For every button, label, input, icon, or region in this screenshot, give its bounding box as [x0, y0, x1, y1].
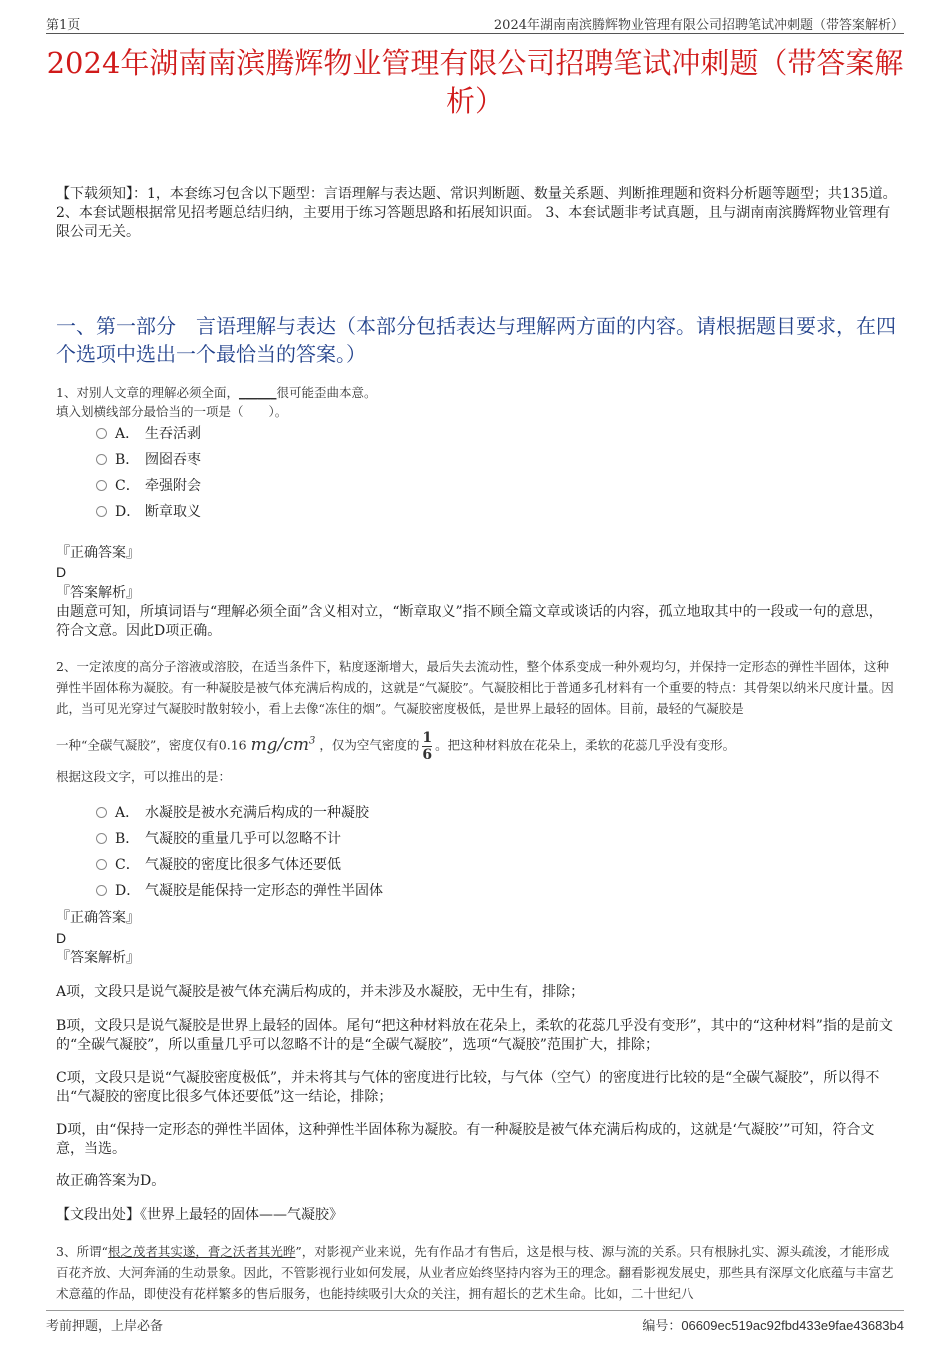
- q1-option-b[interactable]: B． 囫囵吞枣: [96, 450, 201, 470]
- q2-stem-continued: 一种“全碳气凝胶”，密度仅有0.16 $mg/cm^3$ ，仅为空气密度的 $\frac{1}{6}$ 。把这种材料放在花朵上，柔软的花蕊几乎没有变形。: [56, 729, 736, 763]
- q1-answer: D: [56, 564, 67, 580]
- radio-icon[interactable]: [96, 833, 107, 844]
- q2-analysis-d: D项，由“保持一定形态的弹性半固体，这种弹性半固体称为凝胶。有一种凝胶是被气体充满后构成的，这就是‘气凝胶’”可知，符合文意，当选。: [56, 1122, 875, 1157]
- q1-instruction: 填入划横线部分最恰当的一项是（ ）。: [56, 404, 288, 419]
- q1-blank: ______: [238, 385, 277, 400]
- q1-analysis-label: 『答案解析』: [56, 585, 140, 601]
- q1-stem: 1、对别人文章的理解必须全面，______很可能歪曲本意。: [56, 385, 377, 400]
- q2-instruction: 根据这段文字，可以推出的是：: [56, 769, 232, 784]
- q3-stem: 3、所谓“根之茂者其实遂，膏之沃者其光晔”，对影视产业来说，先有作品才有售后，这是根与枝、源与流的关系。只有根脉扎实、源头疏浚，才能形成百花齐放、大河奔涌的生动景象。因此，不管影视行业如何发展，从业者应始终坚持内容为王的理念。翻看影视发展史，那些具有深厚文化底蕴与丰富艺术意蕴的作品，即使没有花样繁多的售后服务，也能持续吸引大众的关注，拥有超长的艺术生命。比如，二十世纪八: [56, 1244, 894, 1301]
- radio-icon[interactable]: [96, 885, 107, 896]
- header-divider: [46, 33, 904, 34]
- radio-icon[interactable]: [96, 807, 107, 818]
- q2-option-c[interactable]: C． 气凝胶的密度比很多气体还要低: [96, 855, 341, 875]
- q3-quote: 根之茂者其实遂，膏之沃者其光晔: [107, 1244, 296, 1259]
- radio-icon[interactable]: [96, 428, 107, 439]
- q2-option-d[interactable]: D． 气凝胶是能保持一定形态的弹性半固体: [96, 881, 383, 901]
- q2-option-b[interactable]: B． 气凝胶的重量几乎可以忽略不计: [96, 829, 341, 849]
- section-heading: 一、第一部分 言语理解与表达（本部分包括表达与理解两方面的内容。请根据题目要求，在四个选项中选出一个最恰当的答案。）: [56, 314, 896, 366]
- q2-source: 【文段出处】《世界上最轻的固体——气凝胶》: [56, 1207, 343, 1223]
- density-unit: $mg/cm^3$: [250, 734, 316, 755]
- radio-icon[interactable]: [96, 454, 107, 465]
- page-number: 第1页: [46, 18, 81, 33]
- radio-icon[interactable]: [96, 480, 107, 491]
- q1-option-a[interactable]: A． 生吞活剥: [96, 424, 201, 444]
- q2-analysis-label: 『答案解析』: [56, 950, 140, 966]
- q2-stem: 2、一定浓度的高分子溶液或溶胶，在适当条件下，粘度逐渐增大，最后失去流动性，整个体系变成一种外观均匀，并保持一定形态的弹性半固体，这种弹性半固体称为凝胶。有一种凝胶是被气体充满后构成的，这就是“气凝胶”。气凝胶相比于普通多孔材料有一个重要的特点：其骨架以纳米尺度计量。因此，当可见光穿过气凝胶时散射较小，看上去像“冻住的烟”。气凝胶密度极低，是世界上最轻的固体。目前，最轻的气凝胶是: [56, 659, 894, 716]
- q2-answer-label: 『正确答案』: [56, 910, 140, 926]
- radio-icon[interactable]: [96, 506, 107, 517]
- q2-analysis-c: C项，文段只是说“气凝胶密度极低”，并未将其与气体的密度进行比较，与气体（空气）的密度进行比较的是“全碳气凝胶”，所以得不出“气凝胶的密度比很多气体还要低”这一结论，排除；: [56, 1070, 880, 1105]
- q1-option-c[interactable]: C． 牵强附会: [96, 476, 201, 496]
- q2-answer: D: [56, 930, 67, 946]
- q1-answer-label: 『正确答案』: [56, 545, 140, 561]
- footer-divider: [46, 1310, 904, 1311]
- document-code: 编号：06609ec519ac92fbd433e9fae43683b4: [642, 1318, 904, 1334]
- q2-analysis-b: B项，文段只是说气凝胶是世界上最轻的固体。尾句“把这种材料放在花朵上，柔软的花蕊几乎没有变形”，其中的“这种材料”指的是前文的“全碳气凝胶”，所以重量几乎可以忽略不计的是“全碳气凝胶”，选项“气凝胶”范围扩大，排除；: [56, 1018, 893, 1053]
- q1-analysis: 由题意可知，所填词语与“理解必须全面”含义相对立，“断章取义”指不顾全篇文章或谈话的内容，孤立地取其中的一段或一句的意思，符合文意。因此D项正确。: [56, 604, 883, 639]
- q2-analysis-a: A项，文段只是说气凝胶是被气体充满后构成的，并未涉及水凝胶，无中生有，排除；: [56, 984, 585, 1000]
- radio-icon[interactable]: [96, 859, 107, 870]
- q2-conclusion: 故正确答案为D。: [56, 1173, 166, 1189]
- q2-option-a[interactable]: A． 水凝胶是被水充满后构成的一种凝胶: [96, 803, 369, 823]
- footer-slogan: 考前押题，上岸必备: [46, 1319, 164, 1334]
- running-header: 2024年湖南南滨腾辉物业管理有限公司招聘笔试冲刺题（带答案解析）: [493, 18, 904, 33]
- document-title: 2024年湖南南滨腾辉物业管理有限公司招聘笔试冲刺题（带答案解析）: [46, 46, 904, 118]
- q1-option-d[interactable]: D． 断章取义: [96, 502, 201, 522]
- fraction-one-sixth: $\frac{1}{6}$: [422, 729, 433, 763]
- download-notice: 【下载须知】：1，本套练习包含以下题型：言语理解与表达题、常识判断题、数量关系题、判断推理题和资料分析题等题型；共135道。 2、本套试题根据常见招考题总结归纳，主要用于练习答题思路和拓展知识面。 3、本套试题非考试真题，且与湖南南滨腾辉物业管理有限公司无关。: [56, 186, 897, 240]
